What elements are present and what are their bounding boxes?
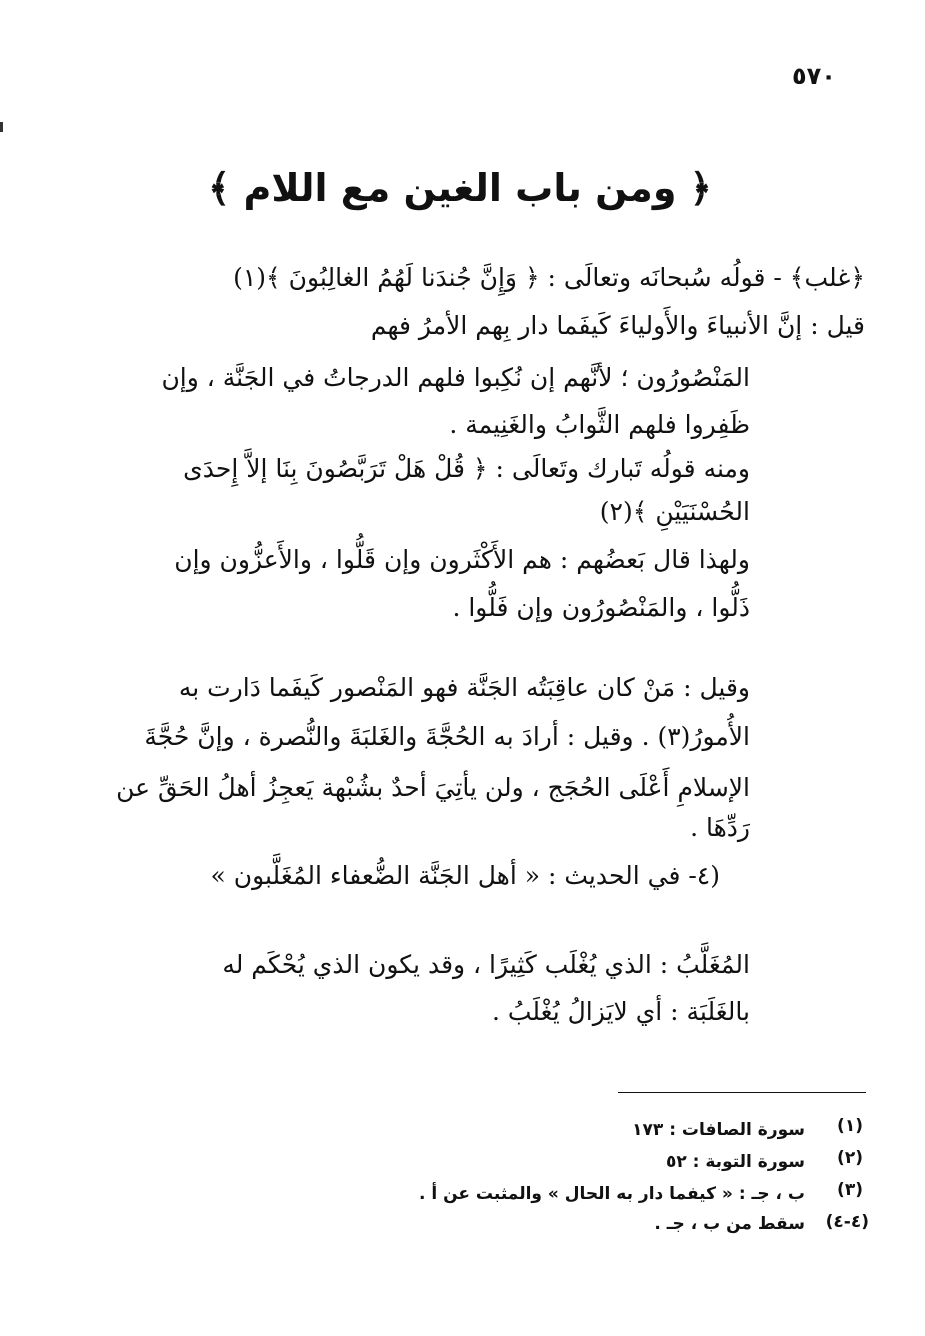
footnote-number: (١) [837, 1116, 863, 1136]
footnote-number: (٣) [837, 1180, 863, 1200]
margin-mark [0, 122, 3, 132]
footnote-number: (٤-٤) [825, 1212, 869, 1232]
footnote-rule [618, 1092, 866, 1093]
body-line: وقيل : مَنْ كان عاقِبَتُه الجَنَّة فهو المَنْصور كَيفَما دَارت به [178, 673, 750, 702]
body-line: بالغَلَبَة : أي لايَزالُ يُغْلَبُ . [491, 997, 750, 1026]
body-line: رَدِّهَا . [690, 813, 750, 842]
body-line: الإسلامِ أَعْلَى الحُجَج ، ولن يأتِيَ أحدٌ بشُبْهة يَعجِزُ أهلُ الحَقِّ عن [116, 773, 750, 802]
footnote-text: سقط من ب ، جـ . [654, 1214, 805, 1234]
body-line: ذَلُّوا ، والمَنْصُورُون وإن فَلُّوا . [452, 593, 750, 622]
footnote-number: (٢) [837, 1148, 863, 1168]
page-number: ٥٧٠ [792, 62, 836, 90]
section-heading: ﴿ ومن باب الغين مع اللام ﴾ [208, 166, 712, 210]
body-line: المَنْصُورُون ؛ لأنَّهم إن نُكِبوا فلهم الدرجاتُ في الجَنَّة ، وإن [161, 363, 750, 392]
body-line: ﴿غلب﴾ - قولُه سُبحانَه وتعالَى : ﴿ وَإِنَّ جُندَنا لَهُمُ الغالِبُونَ ﴾(١) [233, 263, 865, 292]
body-line: ومنه قولُه تَبارك وتَعالَى : ﴿ قُلْ هَلْ تَرَبَّصُونَ بِنَا إلاَّ إِحدَى [183, 454, 750, 483]
body-line: الحُسْنَيَيْنِ ﴾(٢) [599, 497, 750, 526]
body-line: ولهذا قال بَعضُهم : هم الأَكْثَرون وإن قَلُّوا ، والأَعزُّون وإن [174, 545, 750, 574]
footnote-text: سورة الصافات : ١٧٣ [632, 1120, 805, 1140]
body-line: ظَفِروا فلهم الثَّوابُ والغَنِيمة . [449, 410, 750, 439]
body-line: (٤- في الحديث : « أهل الجَنَّة الضُّعفاء المُغَلَّبون » [210, 861, 720, 890]
body-line: قيل : إنَّ الأنبياءَ والأَولياءَ كَيفَما دار بِهم الأمرُ فهم [370, 311, 865, 340]
footnote-text: ب ، جـ : « كيفما دار به الحال » والمثبت عن أ . [418, 1184, 805, 1204]
body-line: الأُمورُ(٣) . وقيل : أرادَ به الحُجَّةَ والغَلبَةَ والنُّصرة ، وإنَّ حُجَّةَ [144, 722, 750, 751]
body-line: المُغَلَّبُ : الذي يُغْلَب كَثِيرًا ، وقد يكون الذي يُحْكَم له [222, 950, 750, 979]
footnote-text: سورة التوبة : ٥٢ [665, 1152, 805, 1172]
